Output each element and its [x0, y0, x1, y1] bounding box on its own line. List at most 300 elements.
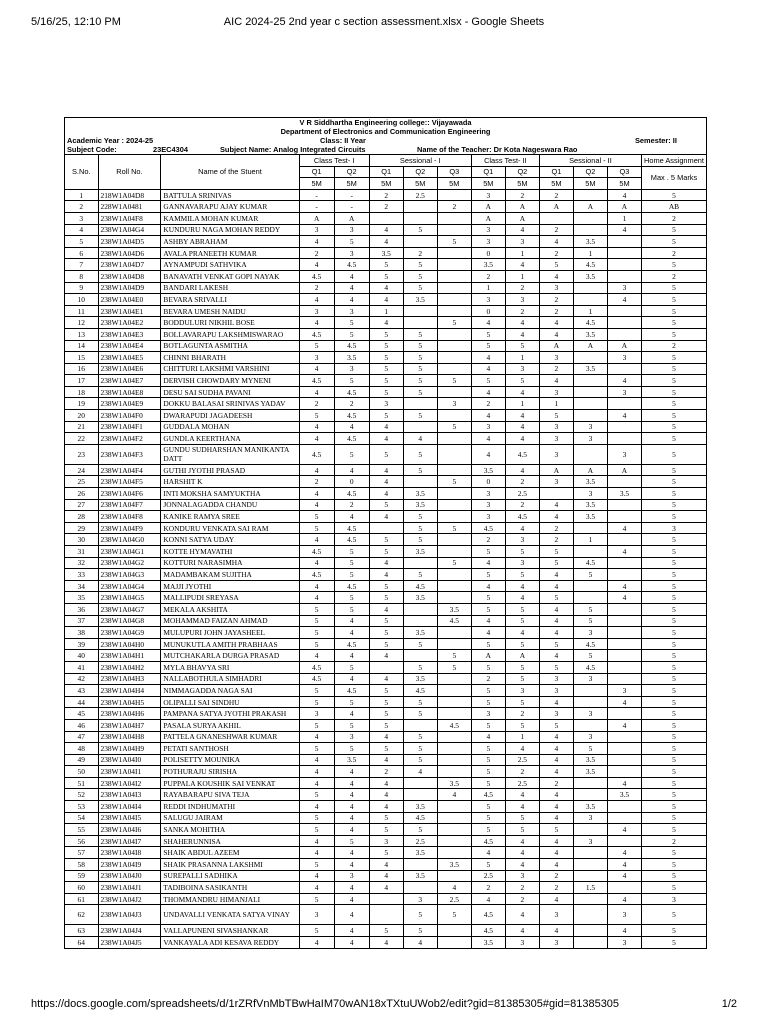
serial-cell: 1: [65, 189, 98, 201]
table-row: [65, 708, 707, 720]
table-row: [65, 870, 707, 882]
marks-cell: 4: [505, 627, 539, 639]
marks-cell: [573, 777, 607, 789]
student-name-cell: KANIKE RAMYA SREE: [161, 511, 299, 523]
marks-cell: 5: [403, 905, 437, 925]
marks-cell: [437, 743, 471, 755]
print-datetime: 5/16/25, 12:10 PM: [31, 16, 121, 28]
serial-cell: 26: [65, 488, 98, 500]
student-name-cell: BANAVATH VENKAT GOPI NAYAK: [161, 270, 299, 282]
marks-cell: 5: [437, 421, 471, 433]
roll-cell: 238W1A04E2: [98, 317, 161, 329]
marks-cell: 4: [299, 580, 334, 592]
marks-cell: [437, 534, 471, 546]
serial-cell: 22: [65, 433, 98, 445]
roll-cell: 218W1A04D8: [98, 189, 161, 201]
marks-cell: 3: [607, 685, 641, 697]
marks-cell: 4: [471, 557, 505, 569]
marks-cell: 3: [573, 627, 607, 639]
table-row: [65, 421, 707, 433]
marks-header: 5M: [607, 178, 641, 190]
marks-cell: 5: [505, 340, 539, 352]
marks-cell: 4: [299, 421, 334, 433]
marks-cell: 3: [573, 488, 607, 500]
marks-cell: 4: [369, 476, 403, 488]
table-row: [65, 743, 707, 755]
roll-cell: 238W1A04G8: [98, 615, 161, 627]
serial-cell: 33: [65, 569, 98, 581]
marks-cell: 3: [505, 557, 539, 569]
marks-cell: 4: [505, 224, 539, 236]
marks-cell: 5: [471, 638, 505, 650]
marks-cell: 4: [334, 615, 369, 627]
marks-cell: A: [505, 201, 539, 213]
serial-cell: 60: [65, 882, 98, 894]
marks-cell: 4: [471, 893, 505, 905]
student-name-cell: MALLIPUDI SREYASA: [161, 592, 299, 604]
roll-cell: 238W1A04H0: [98, 638, 161, 650]
marks-cell: 5: [505, 673, 539, 685]
marks-cell: 5: [437, 236, 471, 248]
roll-cell: 238W1A04D6: [98, 247, 161, 259]
marks-cell: 4: [334, 789, 369, 801]
home-assignment-cell: 2: [641, 340, 706, 352]
marks-cell: 3.5: [573, 476, 607, 488]
marks-cell: 4: [334, 766, 369, 778]
marks-cell: 4: [299, 499, 334, 511]
marks-cell: 3.5: [573, 511, 607, 523]
home-assignment-cell: 5: [641, 777, 706, 789]
marks-cell: 4: [607, 870, 641, 882]
marks-cell: A: [471, 650, 505, 662]
roll-cell: 238W1A04I8: [98, 847, 161, 859]
marks-cell: 4.5: [334, 685, 369, 697]
marks-cell: 5: [403, 270, 437, 282]
marks-cell: A: [607, 464, 641, 476]
roll-cell: 238W1A04I7: [98, 835, 161, 847]
serial-cell: 54: [65, 812, 98, 824]
marks-cell: 4: [299, 488, 334, 500]
marks-cell: 5: [369, 270, 403, 282]
marks-cell: 5: [369, 615, 403, 627]
serial-cell: 64: [65, 937, 98, 949]
marks-cell: 4: [505, 421, 539, 433]
marks-cell: [369, 212, 403, 224]
serial-cell: 62: [65, 905, 98, 925]
marks-cell: 5: [505, 719, 539, 731]
marks-cell: 5: [505, 812, 539, 824]
marks-cell: 5: [403, 661, 437, 673]
student-name-cell: REDDI INDHUMATHI: [161, 801, 299, 813]
class-label: Class: II Year: [320, 136, 366, 145]
marks-cell: [403, 789, 437, 801]
marks-cell: [573, 592, 607, 604]
marks-cell: 2: [539, 882, 573, 894]
marks-cell: 4: [505, 317, 539, 329]
marks-cell: [437, 592, 471, 604]
table-row: [65, 305, 707, 317]
marks-cell: 5: [403, 824, 437, 836]
table-row: [65, 627, 707, 639]
table-row: [65, 522, 707, 534]
marks-cell: [607, 766, 641, 778]
marks-cell: 3: [505, 870, 539, 882]
home-assignment-cell: 5: [641, 259, 706, 271]
marks-cell: 4: [539, 615, 573, 627]
marks-cell: 3: [539, 708, 573, 720]
marks-cell: 5: [539, 824, 573, 836]
marks-cell: 4: [539, 328, 573, 340]
marks-cell: 4: [437, 882, 471, 894]
table-row: [65, 464, 707, 476]
subject-name: Subject Name: Analog Integrated Circuits: [220, 145, 366, 154]
marks-cell: [369, 893, 403, 905]
home-assignment-cell: 5: [641, 638, 706, 650]
marks-cell: A: [573, 201, 607, 213]
marks-cell: 3: [334, 305, 369, 317]
student-name-cell: MUNUKUTLA AMITH PRABHAAS: [161, 638, 299, 650]
marks-cell: [437, 546, 471, 558]
marks-cell: 3.5: [471, 937, 505, 949]
marks-cell: 3.5: [573, 328, 607, 340]
home-assignment-cell: 5: [641, 511, 706, 523]
col-name: Name of the Stuent: [161, 155, 299, 190]
marks-cell: 3.5: [403, 847, 437, 859]
marks-cell: 3: [607, 937, 641, 949]
home-assignment-cell: 5: [641, 905, 706, 925]
marks-cell: A: [471, 201, 505, 213]
marks-cell: 4: [334, 673, 369, 685]
marks-cell: 3: [539, 673, 573, 685]
marks-cell: 5: [471, 812, 505, 824]
marks-cell: 4: [369, 650, 403, 662]
student-name-cell: BOTLAGUNTA ASMITHA: [161, 340, 299, 352]
serial-cell: 4: [65, 224, 98, 236]
table-row: [65, 615, 707, 627]
marks-cell: 5: [299, 824, 334, 836]
marks-cell: [437, 247, 471, 259]
student-name-cell: NALLABOTHULA SIMHADRI: [161, 673, 299, 685]
student-name-cell: KOTTURI NARASIMHA: [161, 557, 299, 569]
student-name-cell: VANKAYALA ADI KESAVA REDDY: [161, 937, 299, 949]
marks-cell: 2: [505, 708, 539, 720]
roll-cell: 238W1A04E6: [98, 363, 161, 375]
marks-cell: 4: [505, 522, 539, 534]
student-name-cell: PATTELA GNANESHWAR KUMAR: [161, 731, 299, 743]
marks-cell: 2: [539, 363, 573, 375]
marks-cell: 3: [539, 386, 573, 398]
serial-cell: 28: [65, 511, 98, 523]
marks-cell: 5: [334, 661, 369, 673]
marks-cell: 3: [607, 352, 641, 364]
marks-cell: 5: [403, 363, 437, 375]
marks-cell: 5: [471, 777, 505, 789]
marks-cell: 3: [437, 398, 471, 410]
table-row: [65, 352, 707, 364]
marks-cell: 5: [539, 638, 573, 650]
marks-cell: 5: [471, 546, 505, 558]
marks-cell: 4.5: [471, 905, 505, 925]
marks-cell: 4.5: [299, 328, 334, 340]
marks-cell: [607, 754, 641, 766]
marks-cell: 5: [505, 615, 539, 627]
roll-cell: 238W1A04E3: [98, 328, 161, 340]
marks-cell: 5: [334, 557, 369, 569]
home-assignment-cell: 5: [641, 859, 706, 871]
marks-cell: [403, 859, 437, 871]
student-name-cell: MUTCHAKARLA DURGA PRASAD: [161, 650, 299, 662]
marks-cell: 4: [539, 835, 573, 847]
marks-cell: 1: [505, 270, 539, 282]
roll-cell: 238W1A04I4: [98, 801, 161, 813]
home-assignment-cell: 5: [641, 592, 706, 604]
marks-cell: 4: [369, 777, 403, 789]
marks-cell: [573, 375, 607, 387]
marks-cell: [573, 893, 607, 905]
marks-cell: 3.5: [573, 766, 607, 778]
marks-cell: 2: [471, 882, 505, 894]
marks-cell: 4: [299, 363, 334, 375]
marks-cell: 4: [299, 464, 334, 476]
marks-cell: 4: [539, 270, 573, 282]
marks-cell: 4.5: [334, 638, 369, 650]
student-name-cell: INTI MOKSHA SAMYUKTHA: [161, 488, 299, 500]
marks-cell: 5: [505, 696, 539, 708]
marks-cell: [437, 270, 471, 282]
marks-cell: 5: [369, 375, 403, 387]
marks-cell: 4: [369, 937, 403, 949]
serial-cell: 18: [65, 386, 98, 398]
marks-cell: 4: [403, 433, 437, 445]
marks-cell: 4: [471, 444, 505, 464]
marks-cell: 3.5: [403, 627, 437, 639]
marks-cell: 4: [539, 696, 573, 708]
table-row: [65, 603, 707, 615]
marks-cell: 4: [369, 294, 403, 306]
marks-cell: 4: [539, 893, 573, 905]
marks-cell: 3: [573, 708, 607, 720]
marks-cell: 3: [505, 534, 539, 546]
table-row: [65, 592, 707, 604]
marks-cell: [437, 638, 471, 650]
marks-cell: 5: [369, 925, 403, 937]
marks-cell: [437, 925, 471, 937]
marks-cell: 3: [539, 352, 573, 364]
table-row: [65, 398, 707, 410]
marks-cell: 3: [505, 685, 539, 697]
serial-cell: 29: [65, 522, 98, 534]
marks-cell: 5: [573, 603, 607, 615]
table-row: [65, 685, 707, 697]
marks-cell: [403, 882, 437, 894]
marks-cell: 5: [334, 592, 369, 604]
marks-cell: A: [539, 340, 573, 352]
marks-cell: 4: [334, 294, 369, 306]
sub-header: Q1: [299, 166, 334, 178]
marks-cell: 5: [539, 592, 573, 604]
print-header: [31, 16, 737, 30]
marks-cell: 4: [334, 905, 369, 925]
marks-cell: [607, 673, 641, 685]
marks-cell: 4: [505, 259, 539, 271]
marks-cell: 5: [403, 375, 437, 387]
serial-cell: 7: [65, 259, 98, 271]
home-assignment-cell: 5: [641, 789, 706, 801]
marks-cell: [607, 433, 641, 445]
home-assignment-cell: 5: [641, 661, 706, 673]
serial-cell: 3: [65, 212, 98, 224]
marks-cell: A: [573, 340, 607, 352]
marks-cell: 4: [505, 743, 539, 755]
marks-cell: 4: [299, 801, 334, 813]
table-row: [65, 444, 707, 464]
marks-cell: 5: [403, 522, 437, 534]
marks-cell: [607, 476, 641, 488]
marks-cell: 4: [607, 522, 641, 534]
roll-cell: 238W1A04F4: [98, 464, 161, 476]
home-assignment-cell: 5: [641, 398, 706, 410]
marks-cell: 5: [403, 464, 437, 476]
marks-cell: [437, 801, 471, 813]
home-assignment-cell: 5: [641, 476, 706, 488]
roll-cell: 238W1A04G0: [98, 534, 161, 546]
marks-cell: 5: [403, 328, 437, 340]
marks-cell: -: [299, 189, 334, 201]
table-row: [65, 386, 707, 398]
student-name-cell: KUNDURU NAGA MOHAN REDDY: [161, 224, 299, 236]
marks-cell: 4: [369, 859, 403, 871]
table-row: [65, 937, 707, 949]
serial-cell: 16: [65, 363, 98, 375]
table-row: [65, 363, 707, 375]
table-row: [65, 294, 707, 306]
serial-cell: 42: [65, 673, 98, 685]
marks-cell: 5: [299, 719, 334, 731]
marks-cell: 4.5: [437, 719, 471, 731]
marks-cell: 4: [334, 650, 369, 662]
marks-cell: [607, 731, 641, 743]
roll-cell: 238W1A04G5: [98, 592, 161, 604]
marks-cell: [437, 224, 471, 236]
marks-header: 5M: [334, 178, 369, 190]
marks-cell: 4: [334, 511, 369, 523]
marks-cell: 4: [607, 294, 641, 306]
marks-cell: 4: [505, 580, 539, 592]
student-name-cell: HARSHIT K: [161, 476, 299, 488]
marks-cell: [573, 224, 607, 236]
marks-cell: 5: [471, 743, 505, 755]
marks-cell: 1: [505, 247, 539, 259]
marks-cell: 4.5: [573, 557, 607, 569]
home-assignment-cell: 5: [641, 824, 706, 836]
marks-cell: 5: [334, 444, 369, 464]
marks-cell: [607, 328, 641, 340]
marks-cell: 5: [403, 534, 437, 546]
home-assignment-cell: 5: [641, 580, 706, 592]
marks-cell: 3: [539, 444, 573, 464]
marks-cell: 4: [299, 937, 334, 949]
home-assignment-cell: 5: [641, 328, 706, 340]
marks-cell: 4: [369, 754, 403, 766]
marks-cell: 5: [403, 754, 437, 766]
marks-cell: 3: [573, 673, 607, 685]
marks-cell: 5: [299, 340, 334, 352]
marks-cell: 3: [403, 893, 437, 905]
serial-cell: 9: [65, 282, 98, 294]
home-assignment-cell: 5: [641, 224, 706, 236]
marks-cell: 4.5: [573, 638, 607, 650]
marks-cell: 5: [334, 569, 369, 581]
marks-cell: 2.5: [437, 893, 471, 905]
marks-cell: 4: [369, 224, 403, 236]
marks-cell: [403, 603, 437, 615]
marks-cell: [607, 259, 641, 271]
marks-cell: 2: [471, 534, 505, 546]
marks-cell: 2: [539, 534, 573, 546]
table-row: [65, 638, 707, 650]
marks-cell: 4.5: [334, 534, 369, 546]
marks-cell: 5: [505, 546, 539, 558]
marks-cell: 5: [334, 236, 369, 248]
marks-cell: [539, 488, 573, 500]
marks-cell: -: [299, 201, 334, 213]
student-name-cell: BATTULA SRINIVAS: [161, 189, 299, 201]
student-name-cell: AVALA PRANEETH KUMAR: [161, 247, 299, 259]
marks-cell: [573, 859, 607, 871]
home-assignment-cell: 5: [641, 282, 706, 294]
student-name-cell: DWARAPUDI JAGADEESH: [161, 410, 299, 422]
marks-cell: 4: [505, 925, 539, 937]
marks-cell: 5: [505, 638, 539, 650]
serial-cell: 53: [65, 801, 98, 813]
marks-cell: 3: [607, 444, 641, 464]
serial-cell: 30: [65, 534, 98, 546]
marks-cell: [607, 421, 641, 433]
marks-cell: 4: [299, 534, 334, 546]
marks-cell: [573, 870, 607, 882]
marks-cell: [573, 905, 607, 925]
sub-header: Q2: [403, 166, 437, 178]
marks-cell: 5: [334, 375, 369, 387]
marks-cell: [607, 398, 641, 410]
table-row: [65, 511, 707, 523]
marks-cell: 2: [471, 270, 505, 282]
marks-cell: 2.5: [505, 488, 539, 500]
marks-cell: 5: [369, 824, 403, 836]
marks-cell: 3.5: [573, 363, 607, 375]
marks-cell: 5: [369, 847, 403, 859]
roll-cell: 238W1A04H3: [98, 673, 161, 685]
marks-cell: [607, 743, 641, 755]
col-sessional-1: Sessional - I: [369, 155, 471, 167]
marks-cell: 4: [607, 224, 641, 236]
marks-cell: 5: [403, 731, 437, 743]
roll-cell: 238W1A04J5: [98, 937, 161, 949]
marks-cell: 4.5: [334, 488, 369, 500]
marks-cell: 3: [334, 247, 369, 259]
col-roll: Roll No.: [98, 155, 161, 190]
marks-cell: [403, 201, 437, 213]
table-row: [65, 189, 707, 201]
serial-cell: 25: [65, 476, 98, 488]
roll-cell: 238W1A04H4: [98, 685, 161, 697]
marks-cell: 4: [334, 812, 369, 824]
student-name-cell: NIMMAGADDA NAGA SAI: [161, 685, 299, 697]
roll-cell: 238W1A04I2: [98, 777, 161, 789]
marks-cell: 5: [471, 375, 505, 387]
table-row: [65, 789, 707, 801]
home-assignment-cell: 5: [641, 937, 706, 949]
